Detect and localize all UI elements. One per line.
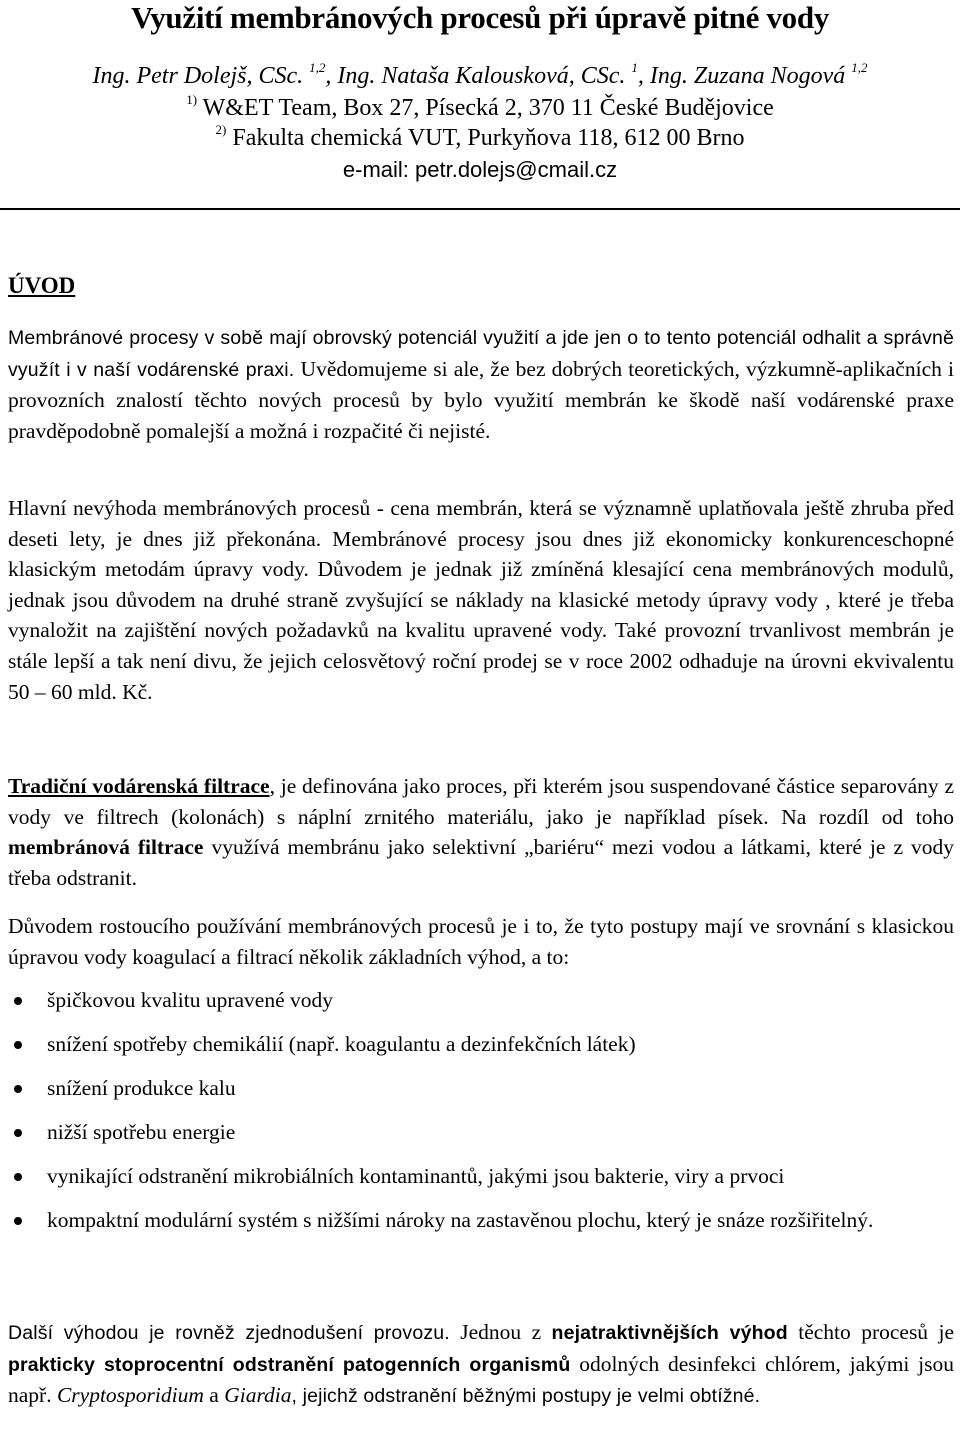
affiliation-text: W&ET Team, Box 27, Písecká 2, 370 11 České Budějovice xyxy=(202,95,774,121)
list-item xyxy=(0,1205,960,1236)
filtration-text-end: využívá membránu jako selektivní „bariéru“ mezi vodou a látkami, které je z vody třeba odstranit. xyxy=(8,835,954,890)
cost-paragraph: Hlavní nevýhoda membránových procesů - cena membrán, která se významně uplatňovala ještě zhruba před deseti lety, je dnes již překonána. Membránové procesy jsou dnes již ekonomicky konkurenceschopné klasickým metodám úpravy vody. Důvodem je jednak již zmíněná klesající cena membránových modulů, jednak jsou důvodem na druhé straně zvyšující se náklady na klasické metody úpravy vody , které je třeba vynaložit na zajištění nových požadavků na kvalitu upravené vody. Také provozní trvanlivost membrán je stále lepší a tak není divu, že jejich celosvětový roční prodej se v roce 2002 odhaduje na úrovni ekvivalentu 50 – 60 mld. Kč. xyxy=(8,496,954,704)
paper-title: Využití membránových procesů při úpravě pitné vody xyxy=(130,0,830,35)
intro-paragraph xyxy=(8,322,954,446)
bullet-icon xyxy=(14,1085,22,1093)
author-name: Ing. Zuzana Nogová xyxy=(649,63,846,89)
pathogen-text-e: a xyxy=(203,1383,225,1408)
organism-giardia: Giardia xyxy=(224,1383,292,1408)
pathogen-text-a: Další výhodou je rovněž zjednodušení provozu. xyxy=(8,1322,450,1344)
author-superscript: 1,2 xyxy=(309,60,326,75)
intro-sentence-2: Uvědomujeme si ale, že bez dobrých teoretických, výzkumně-aplikačních i provozních znalostí těchto nových procesů by bylo využití membrán ke škodě naší vodárenské praxe pravděpodobně pomalejší a možná i rozpačité či nejisté. xyxy=(8,356,955,443)
author-superscript: 1 xyxy=(631,60,638,75)
contact-email: e-mail: petr.dolejs@cmail.cz xyxy=(342,157,618,182)
list-item xyxy=(0,1161,960,1192)
bullet-icon xyxy=(14,1217,22,1225)
bullet-icon xyxy=(14,1173,22,1181)
list-item xyxy=(0,985,960,1016)
term-membrane-filtration: membránová filtrace xyxy=(8,835,204,860)
pathogen-text-d: odolných desinfekci chlórem, jakými jsou např. xyxy=(8,1351,954,1408)
list-item xyxy=(0,1029,960,1060)
list-item-text: vynikající odstranění mikrobiálních kontaminantů, jakými jsou bakterie, viry a prvoci xyxy=(47,1164,785,1188)
filtration-text: , je definována jako proces, při kterém jsou suspendované částice separovány z vody ve filtrech (kolonách) s náplní zrnitého materiálu, jako je například písek. Na rozdíl od toho xyxy=(8,774,954,829)
list-item xyxy=(0,1073,960,1104)
pathogen-text-f: , jejichž odstranění běžnými postupy je velmi obtížné. xyxy=(291,1385,761,1408)
pathogen-text-c: těchto procesů je xyxy=(787,1320,955,1344)
pathogen-bold-1: nejatraktivnějších výhod xyxy=(551,1322,788,1344)
list-item-text: kompaktní modulární systém s nižšími nároky na zastavěnou plochu, který je snáze rozšiřitelný. xyxy=(47,1208,874,1232)
advantages-intro: Důvodem rostoucího používání membránových procesů je i to, že tyto postupy mají ve srovnání s klasickou úpravou vody koagulací a filtrací několik základních výhod, a to: xyxy=(8,914,954,969)
list-item xyxy=(0,1117,960,1148)
pathogen-paragraph xyxy=(8,1317,954,1412)
bullet-icon xyxy=(14,1041,22,1049)
list-item-text: snížení spotřeby chemikálií (např. koagulantu a dezinfekčních látek) xyxy=(47,1032,636,1056)
affiliation-2 xyxy=(0,122,960,154)
header-divider xyxy=(0,208,960,210)
advantages-list xyxy=(0,985,960,1249)
list-item-text: snížení produkce kalu xyxy=(47,1076,236,1100)
author-name: Ing. Nataša Kalousková, CSc. xyxy=(337,63,626,89)
author-name: Ing. Petr Dolejš, CSc. xyxy=(92,63,304,89)
bullet-icon xyxy=(14,997,22,1005)
affiliation-1 xyxy=(0,92,960,124)
intro-sentence-1: Membránové procesy v sobě mají obrovský potenciál využití a jde jen o to tento potenciál odhalit a správně využít i v naší vodárenské praxi. xyxy=(8,327,954,381)
affiliation-text: Fakulta chemická VUT, Purkyňova 118, 612 00 Brno xyxy=(232,125,745,151)
pathogen-text-b: Jednou z xyxy=(449,1320,552,1344)
author-superscript: 1,2 xyxy=(851,60,868,75)
organism-cryptosporidium: Cryptosporidium xyxy=(56,1383,204,1408)
term-traditional-filtration: Tradiční vodárenská filtrace xyxy=(8,774,270,798)
affiliation-marker: 1) xyxy=(186,92,198,107)
list-item-text: nižší spotřebu energie xyxy=(47,1120,236,1144)
author-line: Ing. Petr Dolejš, CSc. $^{1,2}$, Ing. Nataša Kalousková, CSc. $^1$, Ing. Zuzana Nogová $^{1,2}$ xyxy=(92,60,868,89)
affiliation-marker: 2) xyxy=(215,122,227,137)
filtration-paragraph xyxy=(8,771,954,893)
pathogen-bold-2: prakticky stoprocentní odstranění patogenních organismů xyxy=(8,1353,571,1376)
bullet-icon xyxy=(14,1129,22,1137)
list-item-text: špičkovou kvalitu upravené vody xyxy=(47,988,334,1012)
section-heading: ÚVOD xyxy=(8,273,76,298)
